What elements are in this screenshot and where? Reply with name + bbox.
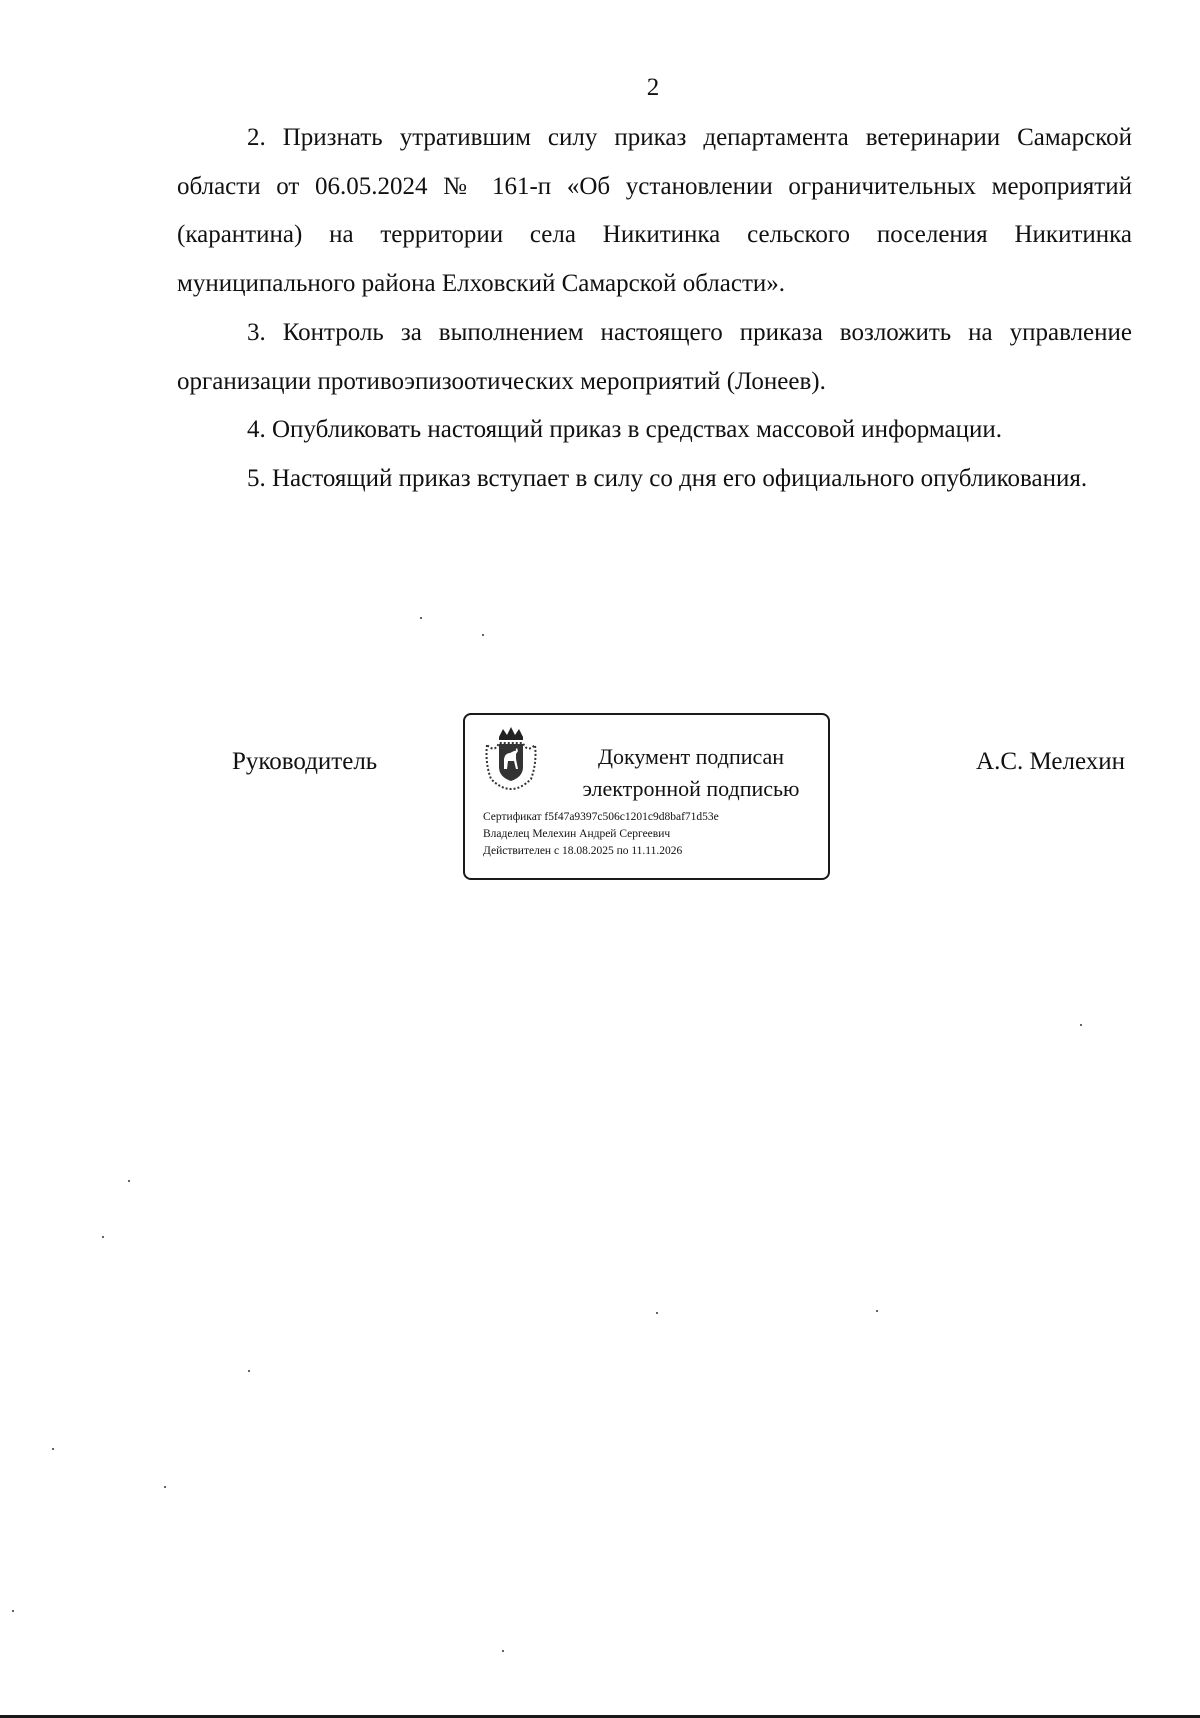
signer-position: Руководитель — [232, 748, 378, 775]
stamp-certificate: Сертификат f5f47a9397c506c1201c9d8baf71d53e — [483, 811, 719, 823]
scan-speck — [102, 1236, 104, 1238]
paragraph-2: 2. Признать утратившим силу приказ департамента ветеринарии Самарской области от 06.05.2024 № 161-п «Об установлении ограничительных мероприятий (карантина) на территории села Никитинка сельского поселения Никитинка муниципального района Елховский Самарской области». — [177, 124, 1132, 298]
scan-speck — [482, 634, 484, 636]
scan-speck — [164, 1486, 166, 1488]
stamp-heading-line1: Документ подписан — [597, 744, 785, 769]
document-body — [177, 114, 1132, 504]
scan-speck — [1080, 1024, 1082, 1026]
paragraph-5: 5. Настоящий приказ вступает в силу со дня его официального опубликования. — [247, 464, 1088, 492]
scan-speck — [420, 617, 422, 619]
stamp-validity: Действителен с 18.08.2025 по 11.11.2026 — [483, 845, 683, 857]
stamp-details — [483, 809, 823, 860]
scan-speck — [12, 1610, 14, 1612]
scan-speck — [876, 1310, 878, 1312]
electronic-signature-stamp — [463, 713, 830, 880]
stamp-owner: Владелец Мелехин Андрей Сергеевич — [483, 828, 671, 840]
stamp-heading-line2: электронной подписью — [582, 776, 800, 801]
signer-name: А.С. Мелехин — [976, 748, 1125, 775]
page-number: 2 — [646, 74, 660, 101]
coat-of-arms-icon — [481, 723, 541, 793]
scan-speck — [502, 1650, 504, 1652]
scan-speck — [128, 1180, 130, 1182]
stamp-heading — [561, 741, 821, 805]
scan-speck — [656, 1312, 658, 1314]
scan-speck — [52, 1448, 54, 1450]
paragraph-4: 4. Опубликовать настоящий приказ в средствах массовой информации. — [247, 416, 1003, 444]
scan-speck — [248, 1370, 250, 1372]
paragraph-3: 3. Контроль за выполнением настоящего приказа возложить на управление организации противоэпизоотических мероприятий (Лонеев). — [177, 318, 1132, 395]
